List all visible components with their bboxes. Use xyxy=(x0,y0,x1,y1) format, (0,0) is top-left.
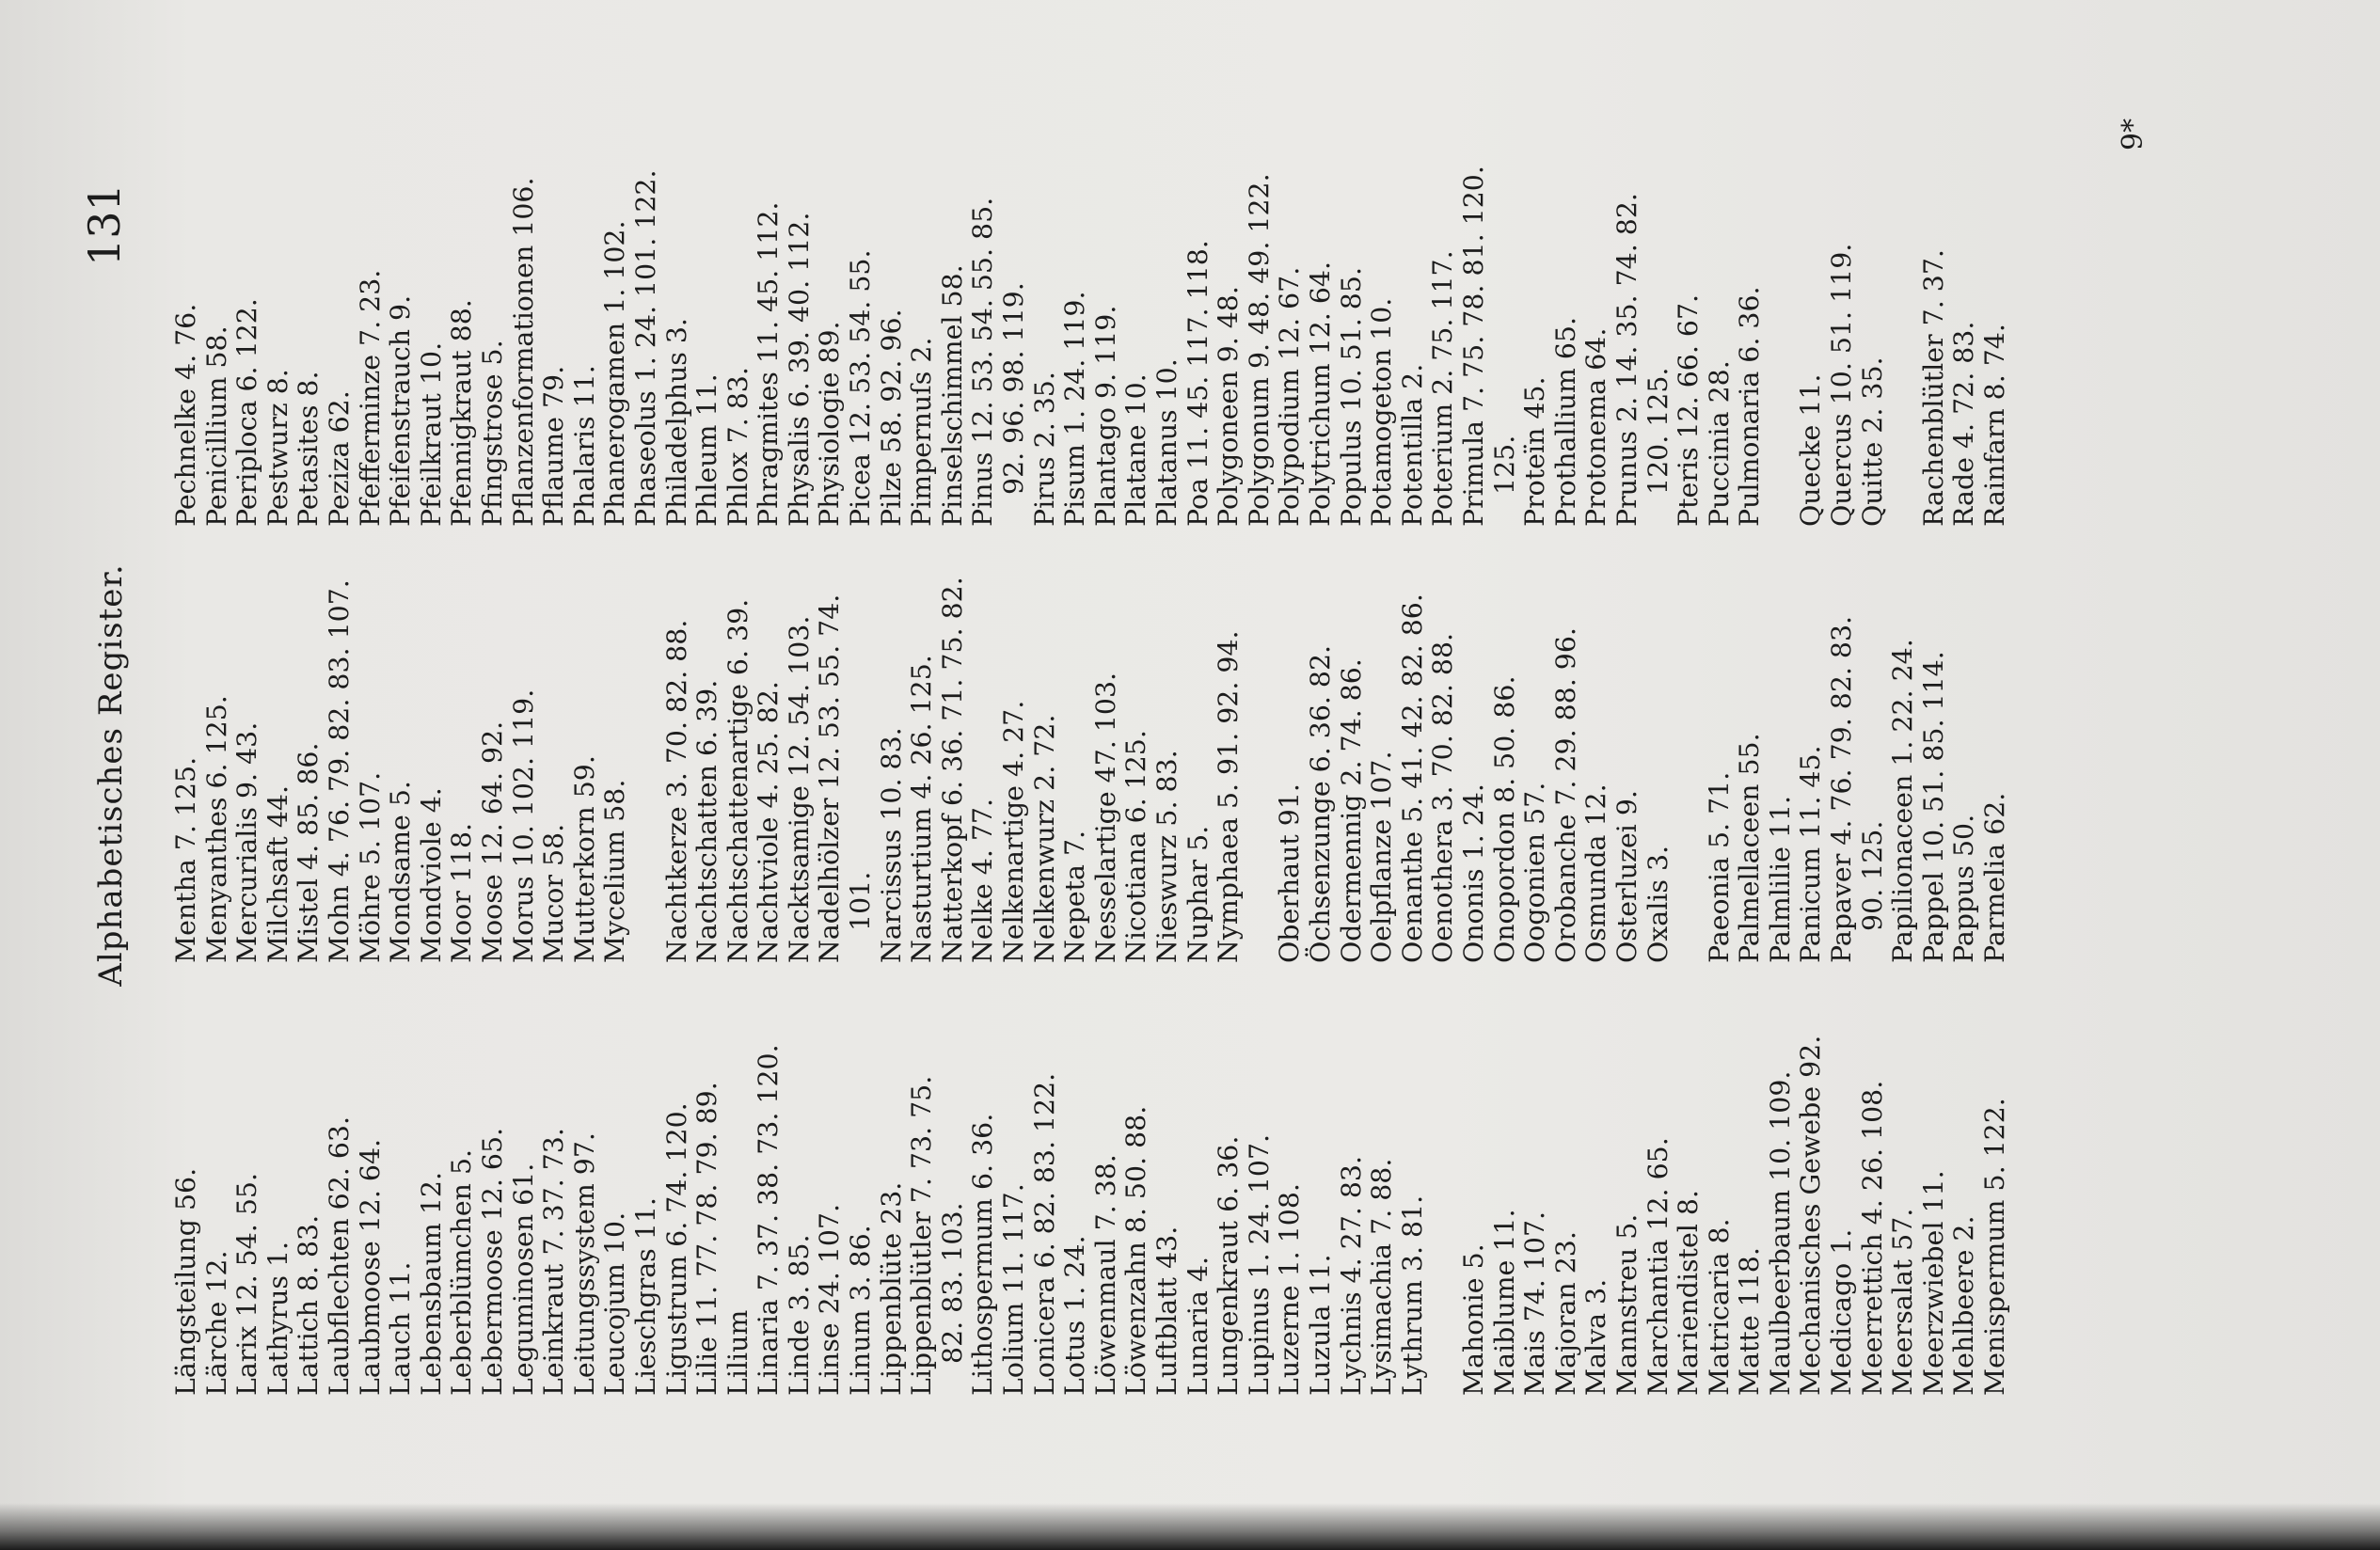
index-entry: Maulbeerbaum 10. 109. xyxy=(1764,1070,1796,1396)
index-entry: Lotus 1. 24. xyxy=(1059,1235,1091,1396)
index-entry: Linaria 7. 37. 38. 73. 120. xyxy=(753,1044,785,1396)
index-entry: Odermennig 2. 74. 86. xyxy=(1335,658,1367,963)
index-entry: Nicotiana 6. 125. xyxy=(1120,730,1152,963)
index-entry: Meerzwiebel 11. xyxy=(1917,1170,1949,1396)
index-entry: Prothallium 65. xyxy=(1549,316,1581,527)
index-entry: Pflanzenformationen 106. xyxy=(507,177,539,527)
index-entry: Luzerne 1. 108. xyxy=(1274,1183,1306,1396)
index-entry: Potentilla 2. xyxy=(1396,363,1428,527)
index-entry: Quercus 10. 51. 119. xyxy=(1826,243,1858,527)
index-entry: Onopordon 8. 50. 86. xyxy=(1488,675,1520,963)
index-entry: Oenanthe 5. 41. 42. 82. 86. xyxy=(1396,593,1428,963)
index-entry: 120. 125. xyxy=(1642,367,1674,495)
index-entry: Nadelhölzer 12. 53. 55. 74. xyxy=(814,593,846,963)
index-entry: Phlox 7. 83. xyxy=(722,367,754,527)
index-entry: Lippenblüte 23. xyxy=(875,1181,907,1396)
index-entry: Larix 12. 54. 55. xyxy=(231,1173,263,1396)
index-entry: Poa 11. 45. 117. 118. xyxy=(1182,240,1214,527)
index-entry: Leguminosen 61. xyxy=(507,1162,539,1396)
index-entry: Osterluzei 9. xyxy=(1610,790,1642,963)
index-entry: Lithospermum 6. 36. xyxy=(967,1113,999,1396)
index-entry: Petasites 8. xyxy=(293,371,325,527)
index-entry: Lysimachia 7. 88. xyxy=(1366,1158,1398,1396)
index-entry: Platanus 10. xyxy=(1151,358,1182,527)
page-signature: 9* xyxy=(2117,118,2150,150)
index-entry: Lythrum 3. 81. xyxy=(1396,1194,1428,1396)
index-entry: Leberblümchen 5. xyxy=(446,1148,478,1396)
index-entry: Phragmites 11. 45. 112. xyxy=(753,201,785,527)
index-entry: Poterium 2. 75. 117. xyxy=(1427,250,1459,527)
index-entry: 125. xyxy=(1488,435,1520,495)
index-entry: Pisum 1. 24. 119. xyxy=(1059,291,1091,527)
index-entry: Primula 7. 75. 78. 81. 120. xyxy=(1457,166,1489,527)
index-entry: Löwenmaul 7. 38. xyxy=(1089,1154,1121,1396)
index-entry: Peziza 62. xyxy=(323,390,355,527)
index-entry: Polypodium 12. 67. xyxy=(1274,266,1306,527)
index-entry: Populus 10. 51. 85. xyxy=(1335,267,1367,527)
index-entry: Mentha 7. 125. xyxy=(170,756,201,963)
index-entry: Palmellaceen 55. xyxy=(1734,733,1766,963)
index-entry: Mondsame 5. xyxy=(385,781,417,963)
index-entry: Milchsaft 44. xyxy=(262,784,294,963)
index-entry: Panicum 11. 45. xyxy=(1795,745,1827,963)
index-entry: Matricaria 8. xyxy=(1703,1218,1735,1396)
page-number: 131 xyxy=(79,183,130,266)
index-entry: Orobanche 7. 29. 88. 96. xyxy=(1549,627,1581,963)
index-entry: Lebensbaum 12. xyxy=(415,1172,447,1396)
index-entry: Lungenkraut 6. 36. xyxy=(1213,1135,1245,1396)
index-entry: Natterkopf 6. 36. 71. 75. 82. xyxy=(936,577,968,963)
index-entry: Penicillium 58. xyxy=(200,325,232,527)
index-entry: Paeonia 5. 71. xyxy=(1703,771,1735,963)
index-entry: Mercurialis 9. 43. xyxy=(231,721,263,963)
index-entry: Mucor 58. xyxy=(538,823,570,963)
index-entry: Laubmoose 12. 64. xyxy=(354,1138,386,1396)
index-entry: Pilze 58. 92. 96. xyxy=(875,308,907,527)
index-entry: Parmelia 62. xyxy=(1979,792,2011,963)
index-entry: Linum 3. 86. xyxy=(845,1225,877,1396)
index-entry: Mehlbeere 2. xyxy=(1948,1215,1980,1396)
index-entry: Pflaume 79. xyxy=(538,365,570,527)
index-entry: Nieswurz 5. 83. xyxy=(1151,750,1182,963)
index-entry: Pestwurz 8. xyxy=(262,369,294,527)
index-entry: Lilie 11. 77. 78. 79. 89. xyxy=(691,1082,723,1396)
index-entry: Platane 10. xyxy=(1120,373,1152,527)
index-entry: Nacktsamige 12. 54. 103. xyxy=(783,615,815,963)
index-entry: Nachtviole 4. 25. 82. xyxy=(753,681,785,963)
index-entry: Pfeilkraut 10. xyxy=(415,341,447,527)
index-entry: Medicago 1. xyxy=(1826,1228,1858,1396)
index-entry: Protonema 64. xyxy=(1580,327,1612,527)
scan-edge-shadow xyxy=(0,1503,2380,1550)
index-entry: Polytrichum 12. 64. xyxy=(1304,261,1336,527)
index-entry: Lattich 8. 83. xyxy=(293,1214,325,1396)
index-entry: Pteris 12. 66. 67. xyxy=(1673,293,1705,527)
index-entry: Physalis 6. 39. 40. 112. xyxy=(783,212,815,527)
index-entry: Phaseolus 1. 24. 101. 122. xyxy=(629,169,661,527)
index-entry: Rade 4. 72. 83. xyxy=(1948,321,1980,527)
index-entry: Nachtschattenartige 6. 39. xyxy=(722,598,754,963)
index-entry: Pinus 12. 53. 54. 55. 85. xyxy=(967,197,999,527)
section-gap xyxy=(1888,0,1919,527)
index-entry: Moor 118. xyxy=(446,822,478,963)
index-entry: Mechanisches Gewebe 92. xyxy=(1795,1035,1827,1396)
index-entry: Mondviole 4. xyxy=(415,787,447,963)
index-entry: Möhre 5. 107. xyxy=(354,771,386,963)
page-title: Alphabetisches Register. xyxy=(92,563,130,987)
index-entry: Quecke 11. xyxy=(1795,373,1827,527)
index-entry: Mycelium 58. xyxy=(599,779,631,963)
index-entry: Periploca 6. 122. xyxy=(231,298,263,527)
index-entry: Lonicera 6. 82. 83. 122. xyxy=(1028,1072,1060,1396)
index-entry: Mahonie 5. xyxy=(1457,1243,1489,1396)
index-entry: Nachtkerze 3. 70. 82. 88. xyxy=(660,619,692,963)
index-entry: Nelkenartige 4. 27. xyxy=(998,700,1030,963)
index-entry: Nesselartige 47. 103. xyxy=(1089,672,1121,963)
index-entry: Laubflechten 62. 63. xyxy=(323,1115,355,1396)
index-entry: Pappus 50. xyxy=(1948,814,1980,963)
index-entry: Menyanthes 6. 125. xyxy=(200,695,232,963)
index-entry: Morus 10. 102. 119. xyxy=(507,688,539,963)
index-entry: Ligustrum 6. 74. 120. xyxy=(660,1102,692,1396)
index-entry: Lebermoose 12. 65. xyxy=(476,1127,508,1396)
index-entry: Meersalat 57. xyxy=(1887,1208,1919,1396)
index-entry: Mistel 4. 85. 86. xyxy=(293,742,325,963)
index-entry: Nelke 4. 77. xyxy=(967,798,999,963)
index-entry: Polygoneen 9. 48. xyxy=(1213,286,1245,527)
index-entry: Plantago 9. 119. xyxy=(1089,305,1121,527)
index-entry: Lunaria 4. xyxy=(1182,1256,1214,1396)
index-entry: Nymphaea 5. 91. 92. 94. xyxy=(1213,630,1245,963)
index-column-3 xyxy=(171,0,2011,527)
index-entry: Linde 3. 85. xyxy=(783,1234,815,1396)
index-entry: Rainfarn 8. 74. xyxy=(1979,324,2011,527)
index-entry: Philadelphus 3. xyxy=(660,318,692,527)
index-entry: Lauch 11. xyxy=(385,1261,417,1396)
index-entry: Pappel 10. 51. 85. 114. xyxy=(1917,651,1949,963)
index-entry: Lupinus 1. 24. 107. xyxy=(1243,1133,1275,1396)
index-entry: Nasturtium 4. 26. 125. xyxy=(906,655,938,963)
index-entry: Nelkenwurz 2. 72. xyxy=(1028,714,1060,963)
index-entry: Phanerogamen 1. 102. xyxy=(599,220,631,527)
index-entry: Öchsenzunge 6. 36. 82. xyxy=(1304,644,1336,963)
index-entry: Majoran 23. xyxy=(1549,1231,1581,1396)
index-entry: Luftblatt 43. xyxy=(1151,1226,1182,1396)
index-entry: Leitungssystem 97. xyxy=(568,1132,600,1396)
index-entry: Osmunda 12. xyxy=(1580,783,1612,963)
section-gap xyxy=(1766,0,1797,527)
index-entry: 90. 125. xyxy=(1856,820,1888,931)
index-entry: Leucojum 10. xyxy=(599,1211,631,1396)
index-entry: Luzula 11. xyxy=(1304,1254,1336,1396)
index-entry: Narcissus 10. 83. xyxy=(875,727,907,963)
index-entry: Ononis 1. 24. xyxy=(1457,783,1489,963)
index-entry: Mutterkorn 59. xyxy=(568,755,600,963)
index-entry: Oxalis 3. xyxy=(1642,845,1674,963)
index-entry: 82. 83. 103. xyxy=(936,1202,968,1364)
index-entry: Nuphar 5. xyxy=(1182,825,1214,963)
index-entry: Prunus 2. 14. 35. 74. 82. xyxy=(1610,193,1642,527)
index-entry: Phalaris 11. xyxy=(568,365,600,527)
index-entry: Mariendistel 8. xyxy=(1673,1190,1705,1396)
index-entry: Papaver 4. 76. 79. 82. 83. xyxy=(1826,615,1858,963)
index-entry: Pfingstrose 5. xyxy=(476,340,508,527)
index-entry: Oelpflanze 107. xyxy=(1366,751,1398,963)
index-entry: Pulmonaria 6. 36. xyxy=(1734,286,1766,527)
index-entry: Lippenblütler 7. 73. 75. xyxy=(906,1075,938,1396)
index-entry: Meerrettich 4. 26. 108. xyxy=(1856,1080,1888,1396)
index-entry: Oberhaut 91. xyxy=(1274,783,1306,963)
index-entry: Nepeta 7. xyxy=(1059,830,1091,963)
index-entry: Lilium xyxy=(722,1309,754,1396)
index-entry: 92. 96. 98. 119. xyxy=(998,282,1030,495)
index-entry: Papilionaceen 1. 22. 24. xyxy=(1887,639,1919,963)
index-entry: Lychnis 4. 27. 83. xyxy=(1335,1156,1367,1396)
index-entry: Malva 3. xyxy=(1580,1278,1612,1396)
index-entry: Picea 12. 53. 54. 55. xyxy=(845,249,877,527)
index-entry: Pirus 2. 35. xyxy=(1028,372,1060,527)
index-entry: Puccinia 28. xyxy=(1703,360,1735,527)
index-entry: Leinkraut 7. 37. 73. xyxy=(538,1128,570,1396)
index-entry: Palmlilie 11. xyxy=(1764,795,1796,963)
index-entry: Löwenzahn 8. 50. 88. xyxy=(1120,1105,1152,1396)
index-entry: Pinselschimmel 58. xyxy=(936,264,968,527)
index-entry: Mohn 4. 76. 79. 82. 83. 107. xyxy=(323,579,355,963)
index-entry: Nachtschatten 6. 39. xyxy=(691,679,723,963)
index-entry: Pimpernuſs 2. xyxy=(906,337,938,527)
index-entry: Quitte 2. 35. xyxy=(1856,356,1888,527)
index-entry: Mannstreu 5. xyxy=(1610,1213,1642,1396)
index-entry: Potamogeton 10. xyxy=(1366,297,1398,527)
index-entry: Lathyrus 1. xyxy=(262,1241,294,1396)
index-entry: Marchantia 12. 65. xyxy=(1642,1137,1674,1396)
index-entry: Pechnelke 4. 76. xyxy=(170,303,201,527)
index-entry: Oenothera 3. 70. 82. 88. xyxy=(1427,632,1459,963)
index-entry: Pfeifenstrauch 9. xyxy=(385,294,417,527)
index-entry: Lieschgras 11. xyxy=(629,1197,661,1396)
index-entry: Längsteilung 56. xyxy=(170,1167,201,1396)
index-entry: 101. xyxy=(845,871,877,931)
index-entry: Rachenblütler 7. 37. xyxy=(1917,249,1949,527)
index-entry: Oogonien 57. xyxy=(1519,782,1551,963)
index-entry: Lolium 11. 117. xyxy=(998,1183,1030,1396)
index-entry: Lärche 12. xyxy=(200,1250,232,1396)
index-entry: Polygonum 9. 48. 49. 122. xyxy=(1243,173,1275,527)
index-entry: Pfennigkraut 88. xyxy=(446,299,478,527)
index-entry: Pfefferminze 7. 23. xyxy=(354,269,386,527)
index-entry: Menispermum 5. 122. xyxy=(1979,1098,2011,1396)
index-entry: Physiologie 89. xyxy=(814,321,846,527)
index-entry: Mais 74. 107. xyxy=(1519,1210,1551,1396)
index-entry: Matte 118. xyxy=(1734,1247,1766,1396)
index-entry: Proteïn 45. xyxy=(1519,376,1551,527)
index-entry: Maiblume 11. xyxy=(1488,1209,1520,1396)
index-entry: Linse 24. 107. xyxy=(814,1203,846,1396)
index-entry: Phleum 11. xyxy=(691,373,723,527)
index-entry: Moose 12. 64. 92. xyxy=(476,720,508,963)
